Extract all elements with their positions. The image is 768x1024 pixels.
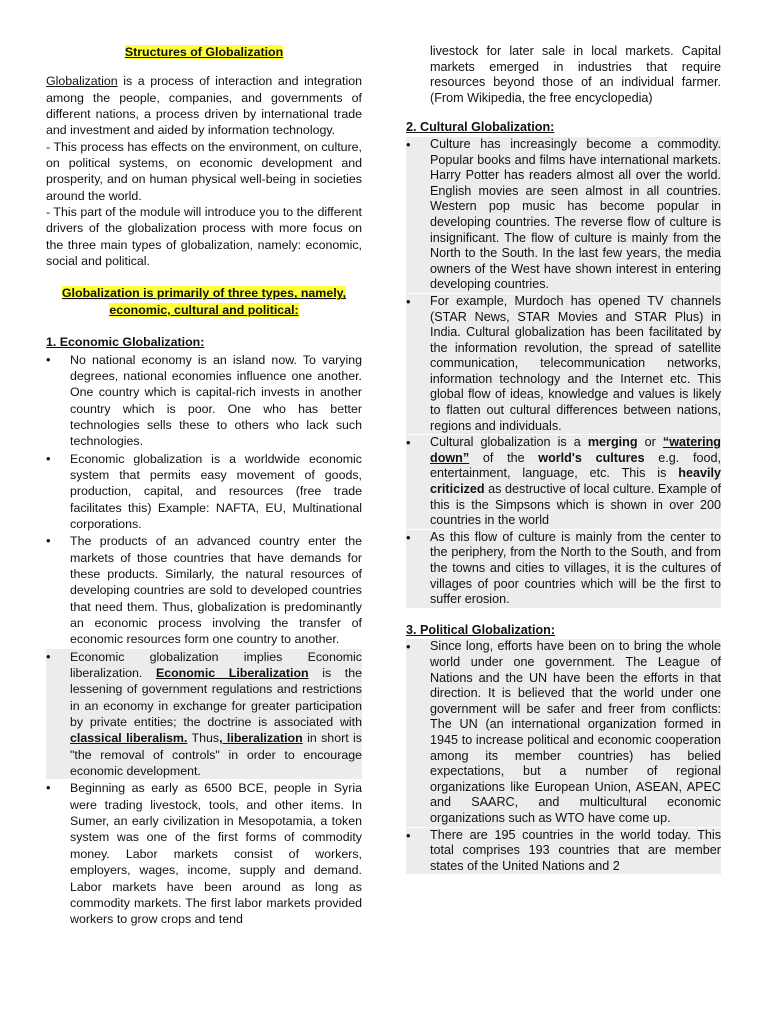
political-list bbox=[406, 639, 721, 874]
classical-liberalism-term: classical liberalism. bbox=[70, 731, 188, 746]
economic-list bbox=[46, 352, 362, 928]
political-heading: 3. Political Globalization: bbox=[406, 622, 556, 637]
list-item: • The products of an advanced country enter the markets of those countries that have demands for these products. Similarly, the natural resources of developing countries are sold to developed countries that need them. Thus, globalization is predominantly an economic process involving the transfer of economic resources form one country to another. bbox=[46, 533, 362, 647]
intro-paragraph: Globalization is a process of interaction and integration among the people, companies, and governments of different nations, a process driven by international trade and investment and aided by information technology. bbox=[46, 74, 362, 138]
merging-term: merging bbox=[587, 435, 638, 450]
list-item: • As this flow of culture is mainly from the center to the periphery, from the North to the South, and from the towns and cities to villages, it is the cultures of villages of poor countries which will be the first to suffer erosion. bbox=[406, 530, 721, 608]
continuation-paragraph: livestock for later sale in local markets. Capital markets emerged in industries that require resources beyond those of an individual farmer. (From Wikipedia, the free encyclopedia) bbox=[430, 44, 721, 105]
effects-paragraph: - This process has effects on the environment, on culture, on political systems, on economic development and prosperity, and on human physical well-being in societies around the world. bbox=[46, 139, 362, 203]
list-item-liberalization: • Economic globalization implies Economic liberalization. Economic Liberalization is the lessening of government regulations and restrictions in an economy in exchange for greater participation by private entities; the doctrine is associated with classical liberalism. Thus, liberalization in short is "the removal of controls" in order to encourage economic development. bbox=[46, 649, 362, 780]
cultural-list bbox=[406, 137, 721, 608]
list-item: • Since long, efforts have been on to bring the whole world under one government. The League of Nations and the UN have been the efforts in that direction. It is believed that the world under one government will be safer and freer from conflicts: The UN (an international organization formed in 1945 to increase political and economic cooperation among its member countries) has belied expectations, but a number of regional organizations like European Union, ASEAN, APEC and SAARC, and multicultural economic organizations such as WTO have come up. bbox=[406, 639, 721, 826]
list-item-merging: • Cultural globalization is a merging or “watering down” of the world's cultures e.g. food, entertainment, language, etc. This is heavily criticized as destructive of local culture. Example of this is the Simpsons which is shown in over 200 countries in the world bbox=[406, 435, 721, 529]
heavily-criticized-term: heavily criticized bbox=[430, 466, 721, 497]
economic-liberalization-term: Economic Liberalization bbox=[155, 666, 309, 681]
list-item: • Economic globalization is a worldwide economic system that permits easy movement of goods, production, capital, and resources (free trade facilitates this) Example: NAFTA, EU, Multinational corporations. bbox=[46, 451, 362, 533]
types-heading: Globalization is primarily of three types, namely, economic, cultural and political: bbox=[61, 286, 347, 317]
list-item: • There are 195 countries in the world today. This total comprises 193 countries that are member states of the United Nations and 2 bbox=[406, 828, 721, 875]
list-item: • No national economy is an island now. To varying degrees, national economies influence one another. One country which is capital-rich invests in another country which is poor. One who has better technologies sells these to others who lack such technologies. bbox=[46, 352, 362, 450]
list-item: • For example, Murdoch has opened TV channels (STAR News, STAR Movies and STAR Plus) in India. Cultural globalization has been facilitated by the information revolution, the spread of satellite communication, telecommunication networks, information technology and the Internet etc. This global flow of ideas, knowledge and values is likely to flatten out cultural differences between nations, regions and individuals. bbox=[406, 294, 721, 434]
intro-term: Globalization bbox=[46, 74, 118, 89]
module-paragraph: - This part of the module will introduce you to the different drivers of the globalization process with more focus on the three main types of globalization, namely: economic, social and political. bbox=[46, 205, 362, 269]
list-item: • Culture has increasingly become a commodity. Popular books and films have international markets. Harry Potter has readers almost all over the world. English movies are seen almost in all countries. Western pop music has become popular in developing countries. The reverse flow of culture is insignificant. The flow of culture is mainly from the North to the South. In the last few years, the media owners of the West have shown interest in entering developing countries. bbox=[406, 137, 721, 293]
worlds-cultures-term: world's cultures bbox=[538, 450, 645, 465]
right-column bbox=[406, 44, 721, 875]
economic-heading: 1. Economic Globalization: bbox=[46, 335, 205, 350]
left-column bbox=[46, 44, 362, 929]
document-title: Structures of Globalization bbox=[124, 45, 284, 59]
cultural-heading: 2. Cultural Globalization: bbox=[406, 120, 555, 135]
liberalization-term: , liberalization bbox=[219, 731, 303, 746]
list-item-history: • Beginning as early as 6500 BCE, people in Syria were trading livestock, tools, and other items. In Sumer, an early civilization in Mesopotamia, a token system was one of the first forms of commodity money. Labor markets consist of workers, employers, wages, income, supply and demand. Labor markets have been around as long as commodity markets. The first labor markets provided workers to grow crops and tend bbox=[46, 780, 362, 927]
watering-down-term: “watering down” bbox=[430, 435, 721, 465]
